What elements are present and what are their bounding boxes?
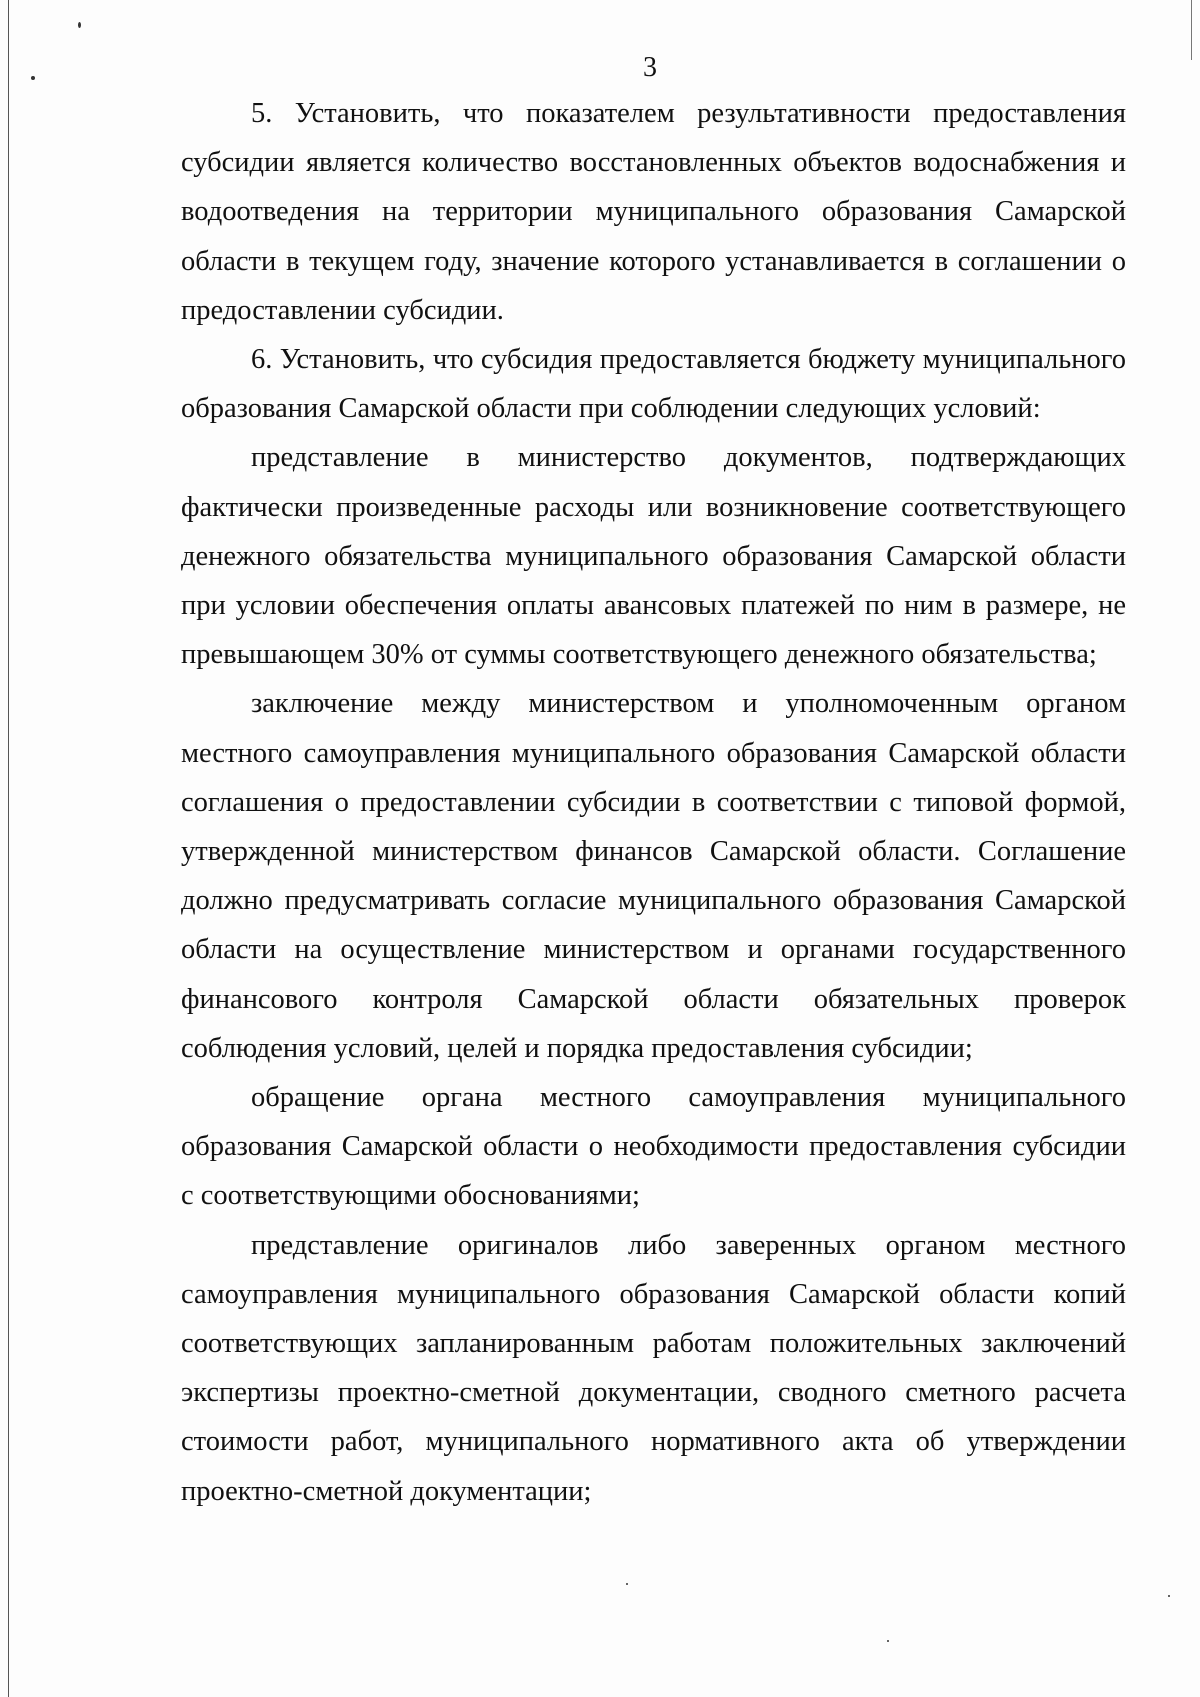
paragraph-item-5: 5. Установить, что показателем результативности предоставления субсидии является количество восстановленных объектов водоснабжения и водоотведения на территории муниципального образования Самарской области в текущем году, значение которого устанавливается в соглашении о предоставлении субсидии. xyxy=(181,98,1126,326)
page-number: 3 xyxy=(643,52,657,83)
scan-speck xyxy=(78,22,81,28)
scan-edge-left xyxy=(8,0,9,1697)
paragraph-condition-agreement: заключение между министерством и уполномоченным органом местного самоуправления муниципального образования Самарской области соглашения о предоставлении субсидии в соответствии с типовой формой, утвержденной министерством финансов Самарской области. Соглашение должно предусматривать согласие муниципального образования Самарской области на осуществление министерством и органами государственного финансового контроля Самарской области обязательных проверок соблюдения условий, целей и порядка предоставления субсидии; xyxy=(181,688,1126,1064)
body-text xyxy=(181,89,1126,1516)
paragraph-condition-documents: представление в министерство документов, подтверждающих фактически произведенные расходы или возникновение соответствующего денежного обязательства муниципального образования Самарской области при условии обеспечения оплаты авансовых платежей по ним в размере, не превышающем 30% от суммы соответствующего денежного обязательства; xyxy=(181,442,1126,671)
scan-speck xyxy=(887,1640,889,1642)
scan-edge-right xyxy=(1191,0,1192,60)
scan-speck xyxy=(626,1583,628,1585)
paragraph-condition-expertise: представление оригиналов либо заверенных органом местного самоуправления муниципального образования Самарской области копий соответствующих запланированным работам положительных заключений экспертизы проектно-сметной документации, сводного сметного расчета стоимости работ, муниципального нормативного акта об утверждении проектно-сметной документации; xyxy=(181,1229,1126,1507)
paragraph-item-6: 6. Установить, что субсидия предоставляется бюджету муниципального образования Самарской области при соблюдении следующих условий: xyxy=(181,344,1126,425)
scan-speck xyxy=(1168,1595,1170,1597)
paragraph-condition-request: обращение органа местного самоуправления муниципального образования Самарской области о необходимости предоставления субсидии с соответствующими обоснованиями; xyxy=(181,1082,1126,1212)
